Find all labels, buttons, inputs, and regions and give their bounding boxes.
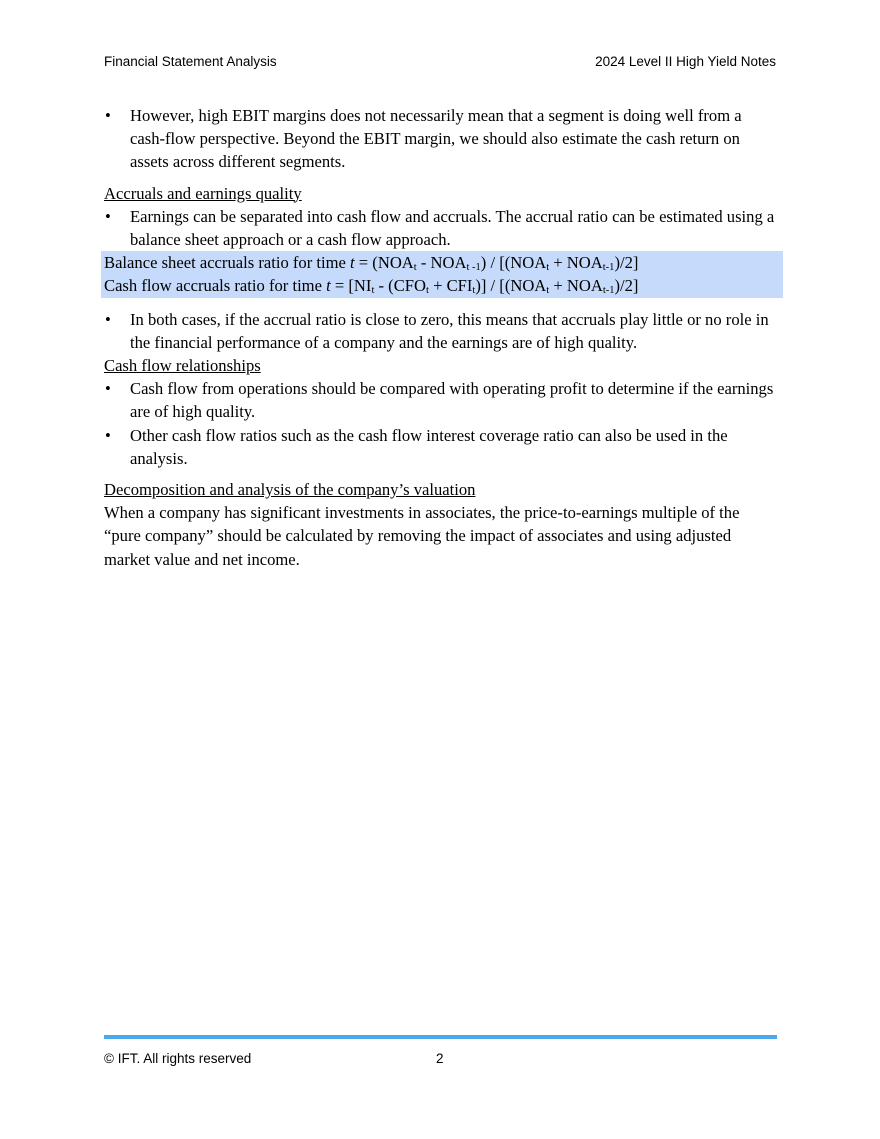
footer-copyright: © IFT. All rights reserved	[104, 1051, 252, 1066]
bullet-icon: •	[105, 379, 111, 399]
paragraph-valuation: When a company has significant investments in associates, the price-to-earnings multiple of the “pure company” should be calculated by removing the impact of associates and using adjusted market value and net income.	[104, 503, 740, 569]
bullet-icon: •	[105, 106, 111, 125]
header-subtitle: 2024 Level II High Yield Notes	[595, 54, 776, 69]
bullet-icon: •	[105, 425, 111, 445]
section-heading-accruals: Accruals and earnings quality	[104, 183, 302, 203]
bullet-text: Cash flow from operations should be compared with operating profit to determine if the earnings are of high quality.	[130, 379, 774, 422]
list-item-coverage	[104, 424, 780, 470]
section-heading-valuation: Decomposition and analysis of the company’s valuation	[104, 480, 476, 500]
bullet-icon: •	[105, 206, 111, 226]
bullet-text: However, high EBIT margins does not necessarily mean that a segment is doing well from a cash-flow perspective. Beyond the EBIT margin, we should also estimate the cash return on assets across different segments.	[130, 106, 742, 172]
section-heading-cashflow: Cash flow relationships	[104, 356, 261, 376]
bullet-text: Other cash flow ratios such as the cash flow interest coverage ratio can also be used in the analysis.	[130, 425, 728, 468]
formula-balance-sheet: Balance sheet accruals ratio for time $t = (NOA_t - NOA_{t -1}) / [(NOA_t + NOA_{t-1})/2]$	[104, 253, 639, 274]
list-item-cfo	[104, 377, 780, 423]
formula-highlight	[101, 251, 783, 297]
list-item-accruals	[104, 205, 780, 251]
header-title: Financial Statement Analysis	[104, 54, 277, 69]
list-item-accrual-ratio	[104, 308, 780, 354]
document-body	[104, 104, 780, 571]
formula-cash-flow: Cash flow accruals ratio for time $t = [NI_t - (CFO_t + CFI_t)] / [(NOA_t + NOA_{t-1})/2]$	[104, 276, 639, 297]
footer-divider	[104, 1035, 777, 1039]
list-item-ebit	[104, 104, 780, 174]
bullet-text: In both cases, if the accrual ratio is close to zero, this means that accruals play little or no role in the financial performance of a company and the earnings are of high quality.	[130, 309, 769, 352]
page-number: 2	[436, 1051, 444, 1066]
bullet-text: Earnings can be separated into cash flow and accruals. The accrual ratio can be estimated using a balance sheet approach or a cash flow approach.	[130, 206, 775, 250]
bullet-icon: •	[105, 309, 111, 329]
